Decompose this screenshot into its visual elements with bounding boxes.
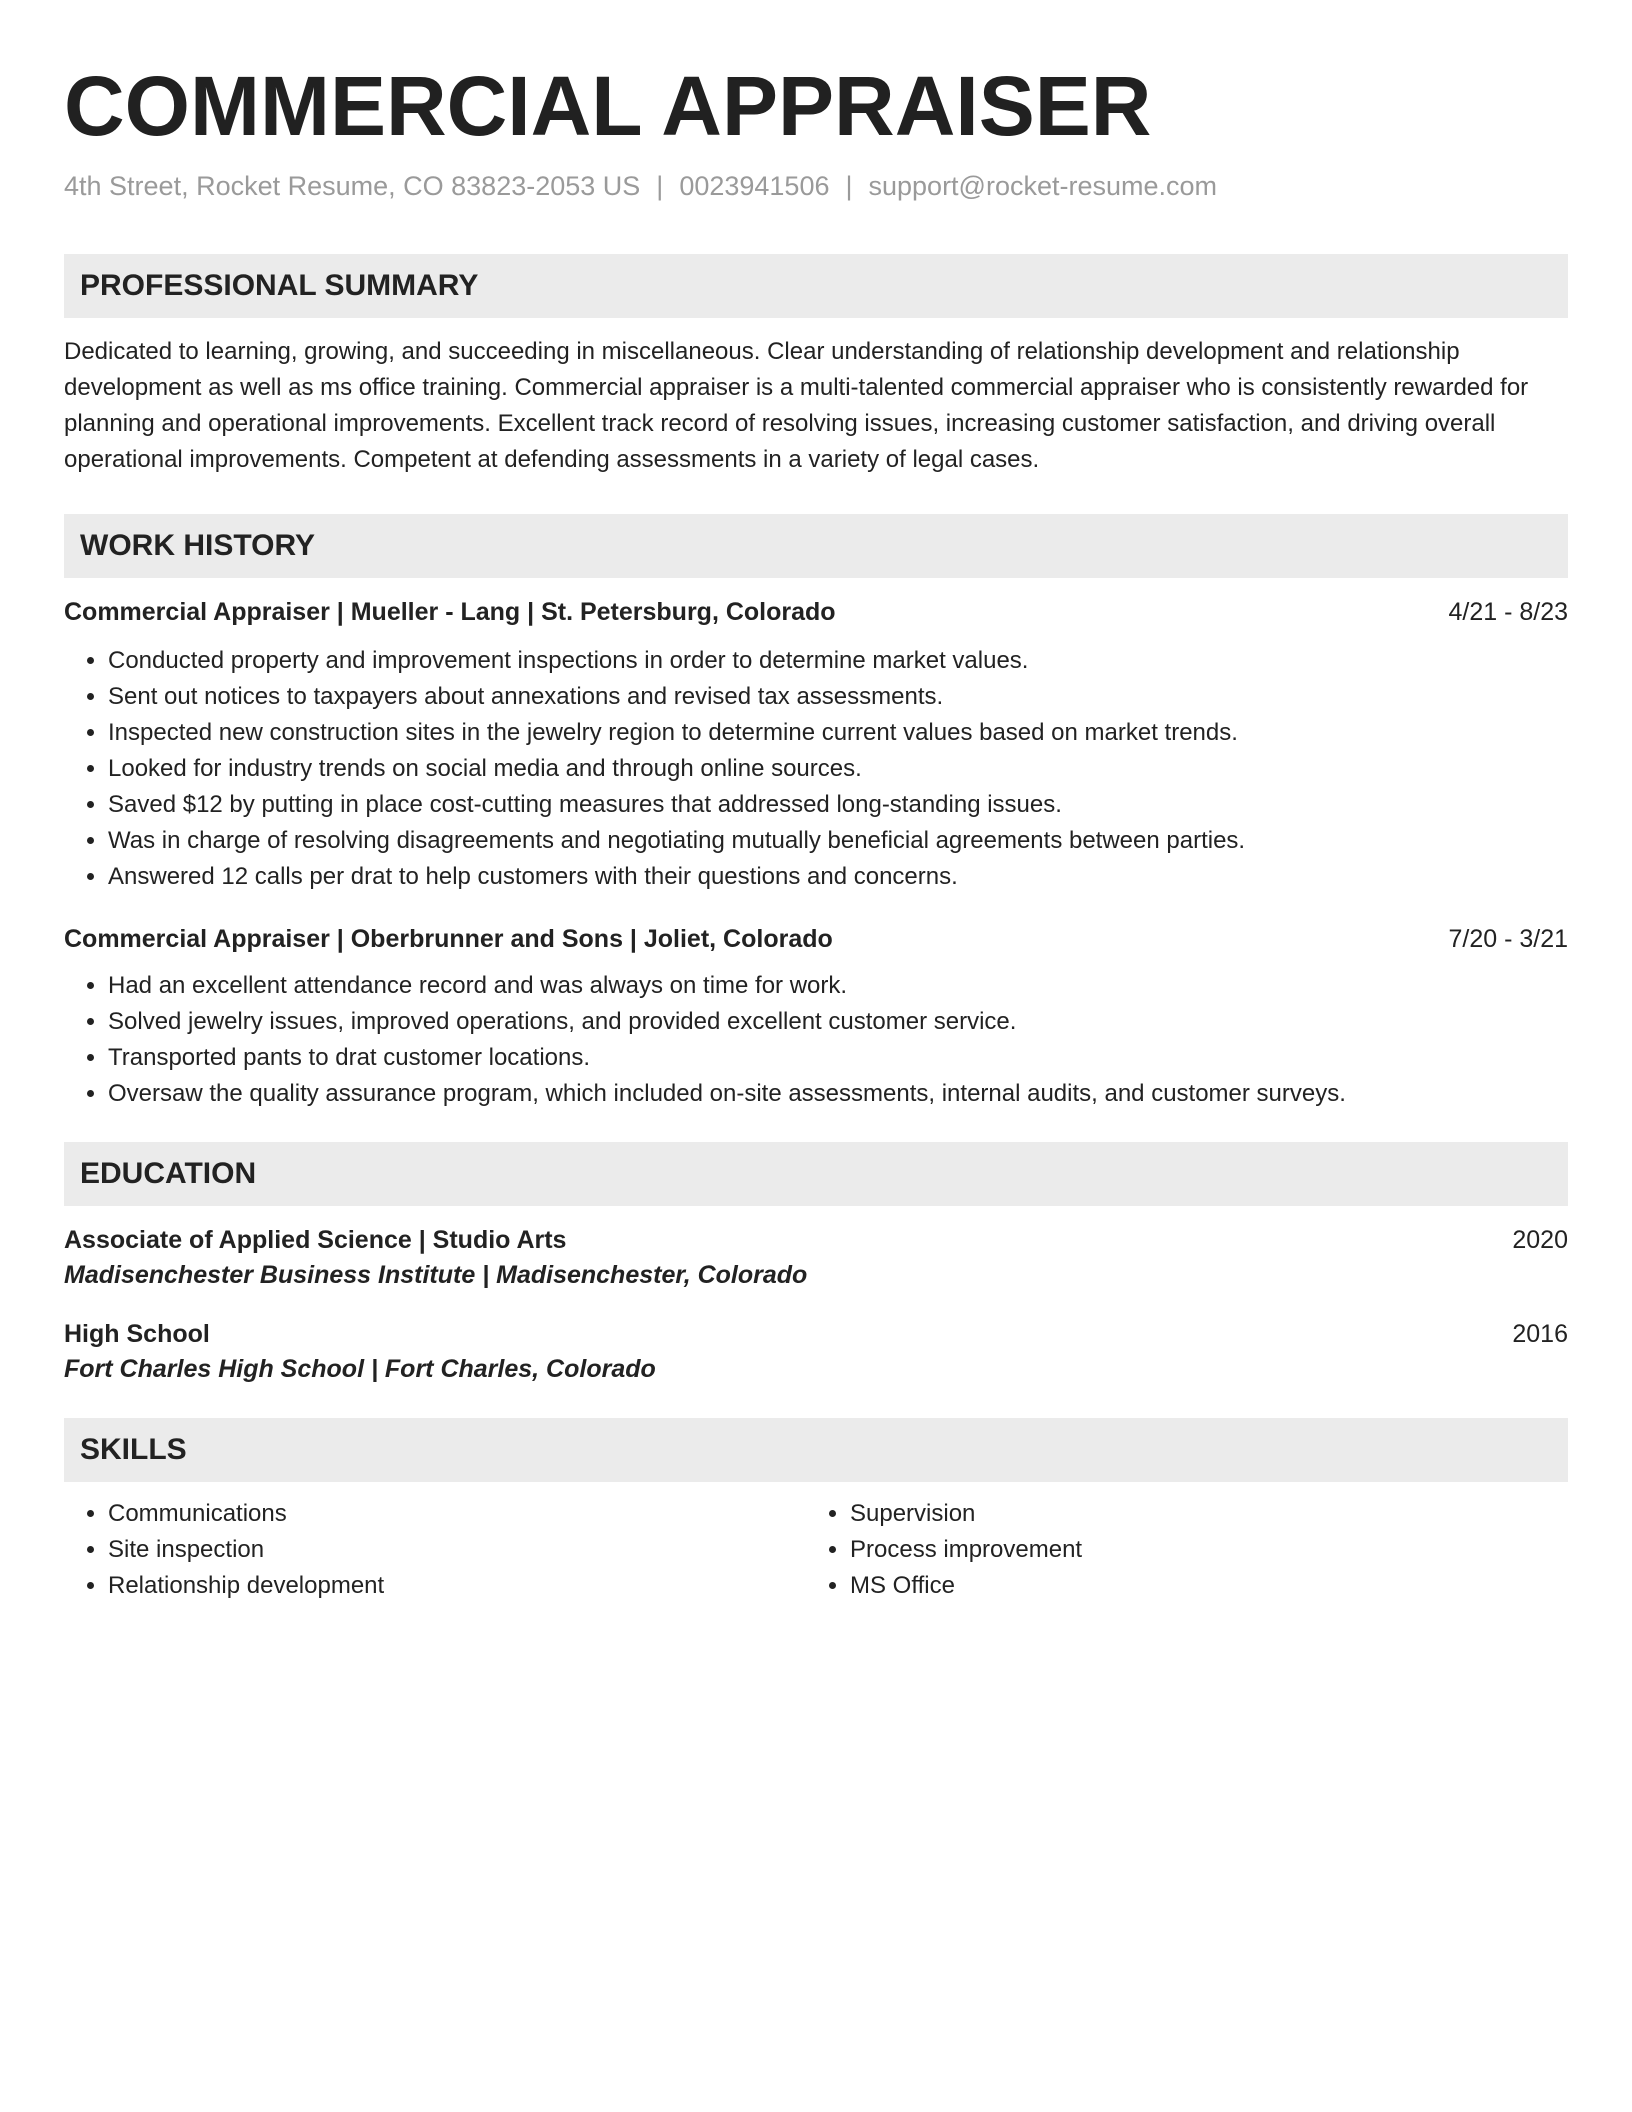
job-bullet: • Conducted property and improvement inspections in order to determine market values.: [108, 643, 1568, 679]
contact-separator: |: [845, 171, 853, 201]
skill-item: • MS Office: [850, 1568, 1548, 1604]
resume-name: COMMERCIAL APPRAISER: [64, 59, 1152, 153]
job-bullet-list: [64, 968, 1568, 1112]
education-entry: [64, 1226, 1568, 1290]
education-school: Madisenchester Business Institute | Madisenchester, Colorado: [64, 1261, 808, 1290]
job-bullet: • Sent out notices to taxpayers about annexations and revised tax assessments.: [108, 679, 1568, 715]
skills-list: [806, 1496, 1548, 1604]
skill-item: • Process improvement: [850, 1532, 1548, 1568]
section-heading-skills: SKILLS: [64, 1418, 1568, 1482]
skill-item: • Communications: [108, 1496, 806, 1532]
education-year: 2016: [1512, 1320, 1568, 1349]
job-title: Commercial Appraiser | Mueller - Lang | St. Petersburg, Colorado: [64, 598, 836, 627]
summary-text: Dedicated to learning, growing, and succeeding in miscellaneous. Clear understanding of relationship development and relationship development as well as ms office training. Commercial appraiser is a multi-talented commercial appraiser who is consistently rewarded for planning and operational improvements. Excellent track record of resolving issues, increasing customer satisfaction, and driving overall operational improvements. Competent at defending assessments in a variety of legal cases.: [64, 338, 1529, 474]
job-bullet: • Transported pants to drat customer locations.: [108, 1040, 1568, 1076]
job-bullet: • Answered 12 calls per drat to help customers with their questions and concerns.: [108, 859, 1568, 895]
resume-page: [64, 50, 1568, 1604]
skill-item: • Site inspection: [108, 1532, 806, 1568]
skill-item: • Relationship development: [108, 1568, 806, 1604]
contact-separator: |: [656, 171, 664, 201]
skills-column-left: [64, 1496, 806, 1604]
section-heading-education: EDUCATION: [64, 1142, 1568, 1206]
job-bullet: • Had an excellent attendance record and was always on time for work.: [108, 968, 1568, 1004]
job-bullet: • Was in charge of resolving disagreements and negotiating mutually beneficial agreements between parties.: [108, 823, 1568, 859]
contact-phone: 0023941506: [679, 171, 830, 201]
education-header: [64, 1226, 1568, 1255]
job-dates: 7/20 - 3/21: [1448, 925, 1568, 954]
contact-email: support@rocket-resume.com: [868, 171, 1218, 201]
job-bullet: • Oversaw the quality assurance program, which included on-site assessments, internal audits, and customer surveys.: [108, 1076, 1568, 1112]
skills-grid: [64, 1496, 1568, 1604]
job-bullet: • Solved jewelry issues, improved operations, and provided excellent customer service.: [108, 1004, 1568, 1040]
section-heading-summary: PROFESSIONAL SUMMARY: [64, 254, 1568, 318]
education-year: 2020: [1512, 1226, 1568, 1255]
job-header: [64, 925, 1568, 954]
education-school: Fort Charles High School | Fort Charles, Colorado: [64, 1355, 656, 1384]
skill-item: • Supervision: [850, 1496, 1548, 1532]
job-header: [64, 598, 1568, 627]
education-degree: Associate of Applied Science | Studio Arts: [64, 1226, 567, 1255]
job-dates: 4/21 - 8/23: [1448, 598, 1568, 627]
education-entry: [64, 1320, 1568, 1384]
job-title: Commercial Appraiser | Oberbrunner and Sons | Joliet, Colorado: [64, 925, 833, 954]
job-bullet-list: [64, 643, 1568, 895]
job-entry: [64, 598, 1568, 895]
education-degree: High School: [64, 1320, 210, 1349]
contact-address: 4th Street, Rocket Resume, CO 83823-2053 US: [64, 171, 641, 201]
education-header: [64, 1320, 1568, 1349]
job-entry: [64, 925, 1568, 1112]
job-bullet: • Saved $12 by putting in place cost-cutting measures that addressed long-standing issues.: [108, 787, 1568, 823]
job-bullet: • Looked for industry trends on social media and through online sources.: [108, 751, 1568, 787]
skills-list: [64, 1496, 806, 1604]
skills-column-right: [806, 1496, 1548, 1604]
contact-line: [64, 170, 1568, 202]
job-bullet: • Inspected new construction sites in the jewelry region to determine current values based on market trends.: [108, 715, 1568, 751]
section-heading-work-history: WORK HISTORY: [64, 514, 1568, 578]
